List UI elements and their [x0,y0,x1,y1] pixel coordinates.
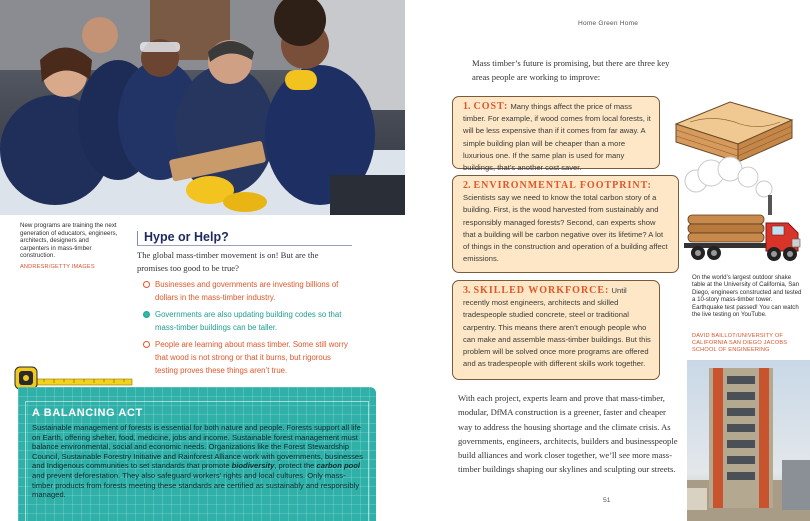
point-text: Until recently most engineers, architects and skilled tradespeople studied concrete, steel or traditional carpentry. This means there aren’t enough people who can make and assemble mass-timber buildings. But this problem will be solved once more programs are offered and as tradespeople with different skills work together. [463,286,651,369]
list-item [143,278,349,304]
glossary-term-carbon-pool: carbon pool [316,461,360,471]
students-photo [0,0,405,215]
point-heading: COST: [473,101,509,112]
cost-paragraph [463,101,651,174]
point-number: 2. [463,180,471,191]
point-number: 3. [463,285,471,296]
text-segment: , protect the [274,461,317,471]
balancing-act-title: A BALANCING ACT [32,407,143,419]
photo-caption: New programs are training the next generation of educators, engineers, architects, designers and carpenters in mass-timber construction. [20,222,118,260]
point-text: Scientists say we need to know the total carbon story of a building. First, is the wood harvested from sustainably and responsibly managed forests? Second, can experts show that a building will be carbon negative over its lifetime? A lot of things in the construction and operation of a building affect emissions. [463,193,668,264]
classroom-illustration [0,0,405,215]
skilled-workforce-box [452,280,660,380]
footprint-paragraph [463,180,670,265]
tower-illustration [687,360,810,521]
point-number: 1. [463,101,471,112]
logging-truck-icon [676,155,808,267]
hype-or-help-section [137,231,352,381]
glossary-term-biodiversity: biodiversity [231,461,275,471]
text-segment: and prevent deforestation. They also safeguard workers’ rights and local cultures. Only mass-timber products from forests meeting these standards are certified as sustainably and responsibly managed. [32,470,360,500]
hype-bullet-list [143,278,352,377]
point-heading: ENVIRONMENTAL FOOTPRINT: [473,180,652,191]
conclusion-paragraph: With each project, experts learn and prove that mass-timber, modular, DfMA construction is a greener, faster and cheaper way to address the housing shortage and the climate crisis. As governments, engineers, architects, builders and businesspeople build alliances and work closer together, we’ll see more mass-timber buildings shaping our skylines and sculpting our streets. [458,393,678,475]
bullet-text: People are learning about mass timber. Some still worry that wood is not strong or that it burns, but rigorous testing proves these things aren’t true. [155,340,348,375]
cost-box [452,96,660,173]
improvement-intro: Mass timber’s future is promising, but there are three key areas people are working to improve: [472,58,670,82]
bullet-text: Businesses and governments are investing billions of dollars in the mass-timber industry. [155,280,339,302]
point-text: Many things affect the price of mass timber. For example, if wood comes from local forests, it will be less expensive than if it comes from far away. A simple building plan will be cheaper than a more luxurious one. If the same plan is used for many buildings, that’s another cost saver. [463,102,651,173]
bullet-icon [143,341,150,348]
bullet-icon [143,281,150,288]
running-head: Home Green Home [578,20,639,27]
photo-credit: ANDRESR/GETTY IMAGES [20,264,95,270]
bullet-icon [143,311,150,318]
page-number: 51 [603,497,611,504]
list-item [143,308,349,334]
hype-intro: The global mass-timber movement is on! But are the promises too good to be true? [137,250,319,273]
shake-table-credit: DAVID BAILLOT/UNIVERSITY OF CALIFORNIA SAN DIEGO JACOBS SCHOOL OF ENGINEERING [692,333,788,353]
timber-tower-photo [687,360,810,521]
environmental-footprint-box [452,175,679,273]
point-heading: SKILLED WORKFORCE: [473,285,610,296]
list-item [143,338,349,377]
balancing-act-text [32,423,364,500]
workforce-paragraph [463,285,651,370]
shake-table-caption: On the world’s largest outdoor shake table at the University of California, San Diego, engineers constructed and tested a 10-story mass-timber tower. Earthquake test passed! You can watch the live testing on YouTube. [692,274,802,319]
bullet-text: Governments are also updating building codes so that mass-timber buildings can be taller. [155,310,342,332]
text-segment: Sustainable management of forests is essential for both nature and people. Forests support all life on Earth, offering shelter, food, medicine, jobs and income. Sustainable forest management must balance environmental, social and economic needs. Organizations like the Forest Stewardship Council, Sustainable Forestry Initiative and Rainforest Alliance work with governments, businesses and Indigenous communities to set standards that promote [32,423,363,471]
hype-title: Hype or Help? [137,231,352,246]
balancing-act-box [18,387,376,521]
